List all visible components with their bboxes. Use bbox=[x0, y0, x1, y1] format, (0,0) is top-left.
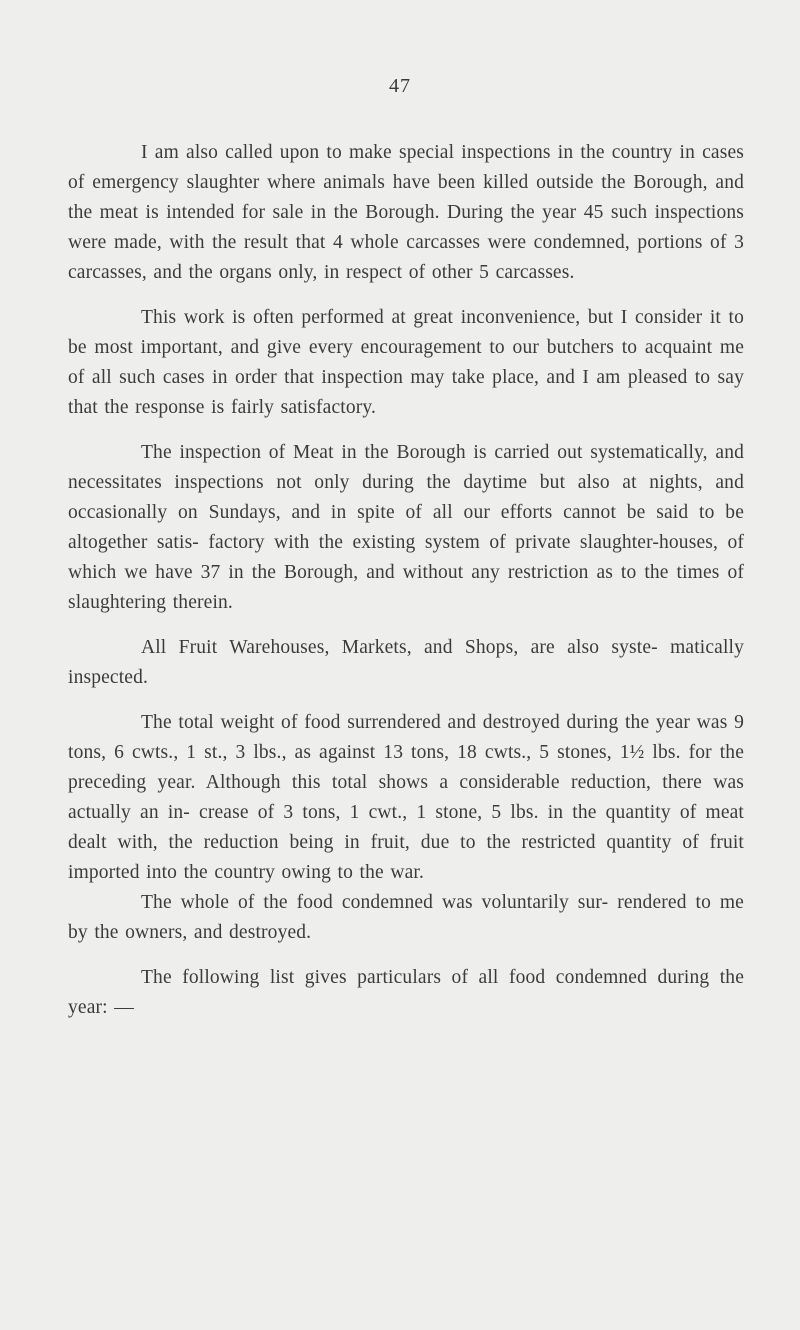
paragraph-meat-inspection: The inspection of Meat in the Borough is carried out systematically, and necessitates inspections not only during the daytime but also at nights, and occasionally on Sundays, and in spite of all our efforts cannot be said to be altogether satis- factory with the existing system of private slaughter-houses, of which we have 37 in the Borough, and without any restriction as to the times of slaughtering therein. bbox=[68, 442, 744, 613]
paragraph-emergency-slaughter: I am also called upon to make special inspections in the country in cases of emergency slaughter where animals have been killed outside the Borough, and the meat is intended for sale in the Borough. During the year 45 such inspections were made, with the result that 4 whole carcasses were condemned, portions of 3 carcasses, and the organs only, in respect of other 5 carcasses. bbox=[68, 142, 744, 283]
page-number: 47 bbox=[389, 75, 411, 97]
paragraph-fruit-warehouses: All Fruit Warehouses, Markets, and Shops, are also syste- matically inspected. bbox=[68, 637, 744, 688]
paragraph-inspection-inconvenience: This work is often performed at great inconvenience, but I consider it to be most important, and give every encouragement to our butchers to acquaint me of all such cases in order that inspection may take place, and I am pleased to say that the response is fairly satisfactory. bbox=[68, 307, 744, 418]
text-block bbox=[68, 138, 744, 1023]
paragraph-voluntary-surrender: The whole of the food condemned was voluntarily sur- rendered to me by the owners, and destroyed. bbox=[68, 892, 744, 943]
paragraph-following-list: The following list gives particulars of all food condemned during the year: — bbox=[68, 967, 744, 1018]
paragraph-total-weight: The total weight of food surrendered and destroyed during the year was 9 tons, 6 cwts., 1 st., 3 lbs., as against 13 tons, 18 cwts., 5 stones, 1½ lbs. for the preceding year. Although this total shows a considerable reduction, there was actually an in- crease of 3 tons, 1 cwt., 1 stone, 5 lbs. in the quantity of meat dealt with, the reduction being in fruit, due to the restricted quantity of fruit imported into the country owing to the war. bbox=[68, 712, 744, 883]
